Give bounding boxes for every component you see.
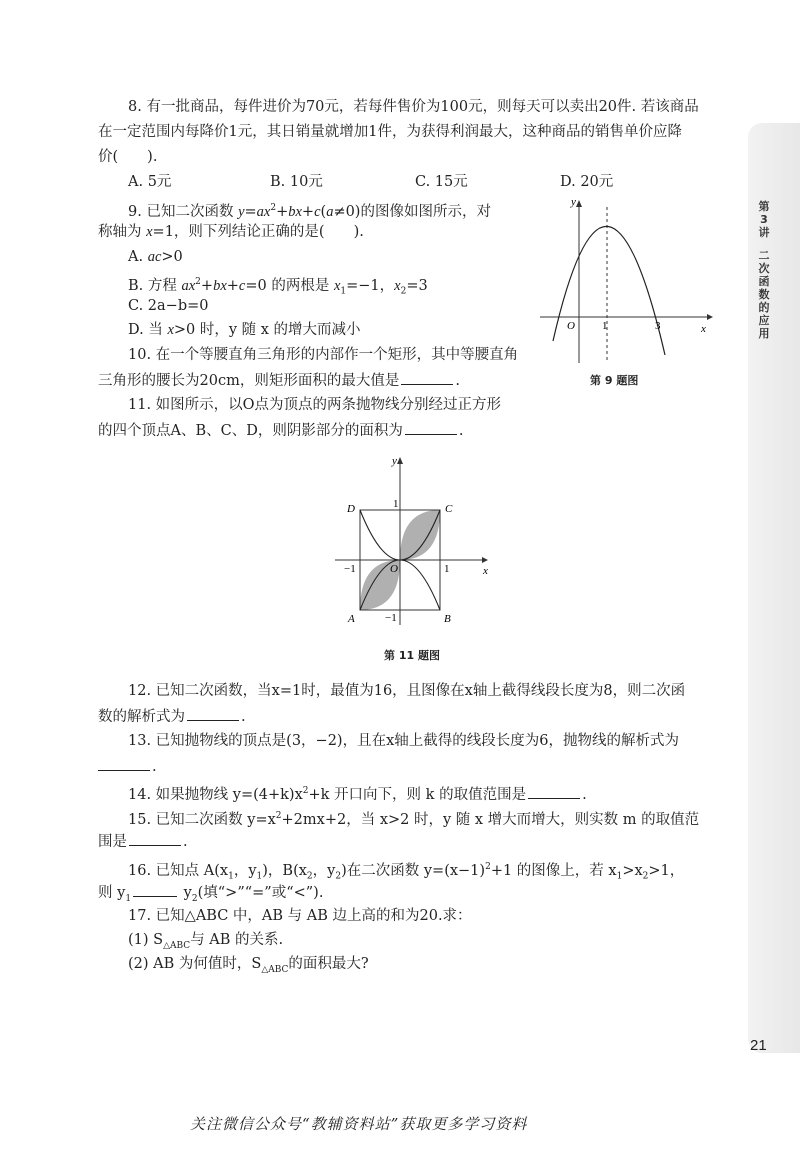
q8-line3: 价( ).	[98, 149, 158, 165]
q11-line1: 11. 如图所示，以O点为顶点的两条抛物线分别经过正方形	[128, 397, 502, 413]
footer-watermark: 关注微信公众号“教辅资料站”获取更多学习资料	[190, 1115, 528, 1133]
figure-11-caption: 第 11 题图	[384, 649, 440, 662]
fig11-tick-top: 1	[393, 498, 399, 510]
q8-option-c: C. 15元	[415, 174, 468, 190]
q8-option-a: A. 5元	[128, 174, 172, 190]
q11-line2: 的四个顶点A、B、C、D，则阴影部分的面积为 .	[98, 420, 463, 441]
q12-answer-blank[interactable]	[187, 706, 239, 721]
figure-9-caption: 第 9 题图	[590, 374, 639, 387]
q8-option-d: D. 20元	[560, 174, 614, 190]
chapter-label	[756, 200, 772, 340]
q10-line2: 三角形的腰长为20cm，则矩形面积的最大值是 .	[98, 370, 460, 391]
fig9-x-arrow	[707, 314, 713, 320]
q8-option-b: B. 10元	[270, 174, 323, 190]
q16-answer-blank[interactable]	[133, 882, 177, 897]
fig11-point-d: D	[347, 503, 355, 515]
q8-line1: 8. 有一批商品，每件进价为70元，若每件售价为100元，则每天可以卖出20件. 若该商品	[128, 99, 699, 115]
q17-subquestion-1: (1) $S_{\triangle ABC}$与 AB 的关系.	[128, 932, 284, 951]
q10-line1: 10. 在一个等腰直角三角形的内部作一个矩形，其中等腰直角	[128, 347, 519, 363]
fig11-x-label: x	[483, 565, 488, 577]
q9-option-c: C. 2a−b=0	[128, 298, 209, 314]
q17-line1: 17. 已知△ABC 中，AB 与 AB 边上高的和为20.求：	[128, 908, 472, 924]
q14-answer-blank[interactable]	[528, 784, 580, 799]
fig11-point-b: B	[444, 613, 451, 625]
q14-line: 14. 如果抛物线 $y=(4+k)x^2+k$ 开口向下，则 k 的取值范围是 .	[128, 781, 587, 805]
fig11-x-arrow	[482, 557, 488, 563]
q8-line2: 在一定范围内每降价1元，其日销量就增加1件，为获得利润最大，这种商品的销售单价应降	[98, 124, 682, 140]
q13-answer-blank[interactable]	[98, 756, 150, 771]
q12-line1: 12. 已知二次函数，当x=1时，最值为16，且图像在x轴上截得线段长度为8，则二次函	[128, 683, 686, 699]
fig11-point-a: A	[348, 613, 355, 625]
fig11-origin-label: O	[390, 563, 398, 575]
fig11-y-label: y	[392, 455, 397, 467]
chapter-number: 第3讲	[758, 200, 770, 239]
fig9-tick-1: 1	[602, 320, 608, 332]
chapter-title: 二次函数的应用	[758, 249, 770, 340]
q9-option-b: B. 方程 $ax^2+bx+c=0$ 的两根是 $x_1=-1$，$x_2=3$	[128, 277, 428, 297]
fig11-tick-left: −1	[344, 563, 356, 575]
fig9-x-label: x	[701, 323, 706, 335]
fig9-y-arrow	[576, 200, 582, 207]
q13-line2: .	[98, 756, 157, 777]
q17-subquestion-2: (2) AB 为何值时，$S_{\triangle ABC}$的面积最大?	[128, 956, 369, 975]
q10-answer-blank[interactable]	[401, 370, 453, 385]
fig9-origin-label: O	[567, 320, 575, 332]
q16-line2: 则 $y_1$ $y_2$(填“>”“=”或“<”).	[98, 882, 323, 909]
fig9-parabola-curve	[553, 226, 665, 355]
fig9-y-label: y	[571, 196, 576, 208]
figure-9-parabola	[535, 195, 715, 367]
q15-answer-blank[interactable]	[129, 831, 181, 846]
q12-line2: 数的解析式为 .	[98, 706, 246, 727]
q15-line1: 15. 已知二次函数 $y=x^2+2mx+2$，当 x>2 时，y 随 x 增大而增大，则实数 m 的取值范	[128, 811, 700, 828]
figure-11-square-parabolas	[330, 450, 500, 630]
fig11-tick-bottom: −1	[385, 612, 397, 624]
q15-line2: 围是 .	[98, 831, 188, 852]
q13-line1: 13. 已知抛物线的顶点是(3，−2)，且在x轴上截得的线段长度为6，抛物线的解析式为	[128, 733, 679, 749]
fig11-tick-right: 1	[444, 563, 450, 575]
q9-line2: 称轴为 x=1，则下列结论正确的是( ).	[98, 224, 364, 240]
q9-line1: 9. 已知二次函数 $y=ax^2+bx+c(a\ne 0)$的图像如图所示，对	[128, 203, 491, 220]
q9-option-d: D. 当 x>0 时，y 随 x 的增大而减小	[128, 322, 361, 338]
q9-option-a: A. ac>0	[128, 249, 183, 265]
page-number: 21	[750, 1037, 767, 1054]
fig11-y-arrow	[397, 457, 403, 464]
q16-line1: 16. 已知点 $A(x_1$，$y_1$)，$B(x_2$，$y_2$)在二次函数 $y=(x-1)^2+1$ 的图像上，若 $x_1>x_2>1$，	[128, 862, 685, 882]
q11-answer-blank[interactable]	[405, 420, 457, 435]
fig9-tick-3: 3	[655, 320, 661, 332]
fig11-point-c: C	[445, 503, 453, 515]
